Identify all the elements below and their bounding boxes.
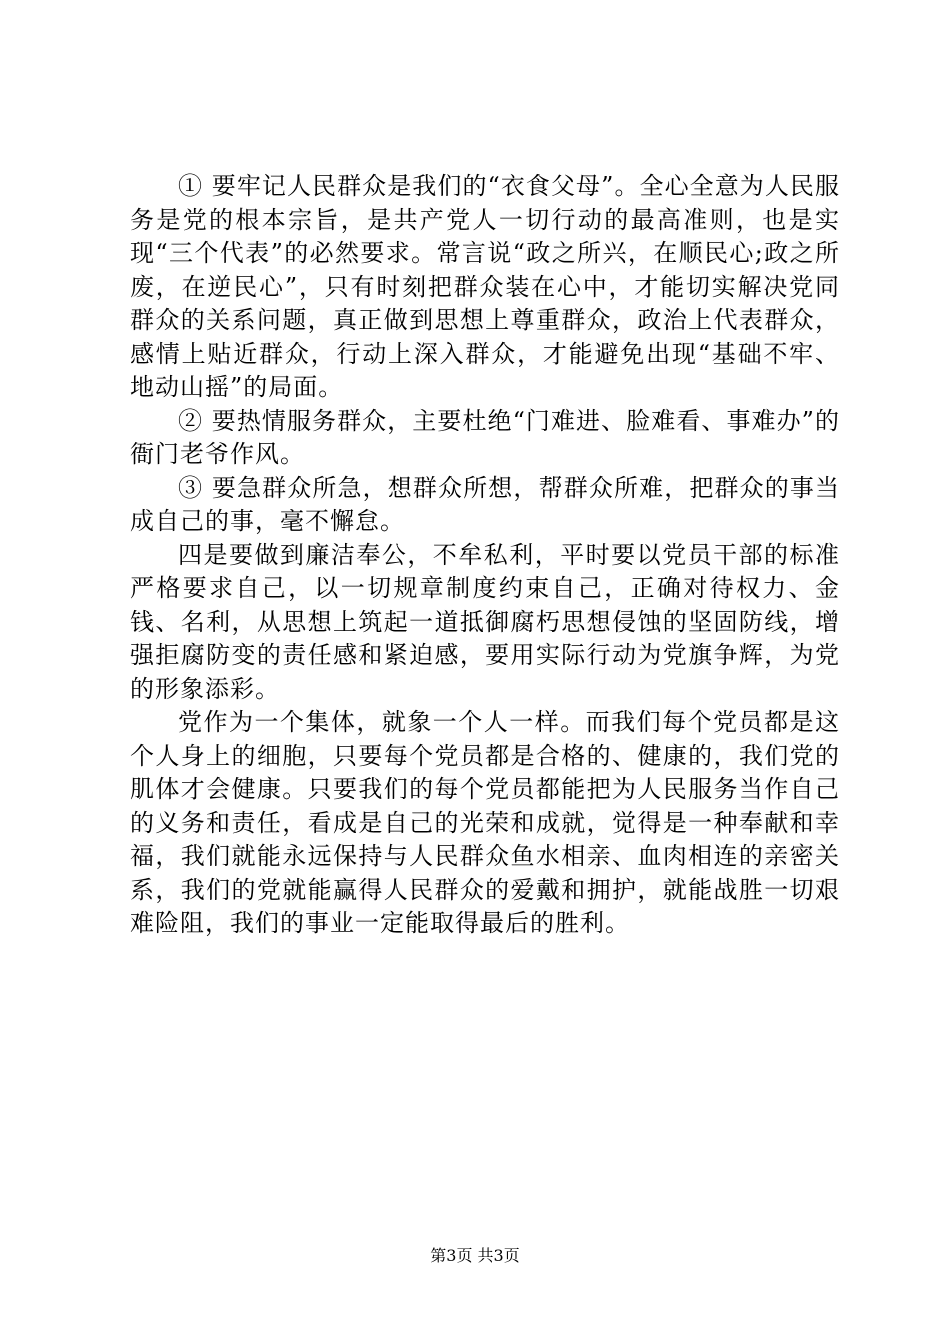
paragraph-item-2: ② 要热情服务群众，主要杜绝“门难进、脸难看、事难办”的衙门老爷作风。 — [130, 406, 840, 468]
paragraph-item-5: 党作为一个集体，就象一个人一样。而我们每个党员都是这个人身上的细胞，只要每个党员都是合格的、健康的，我们党的肌体才会健康。只要我们的每个党员都能把为人民服务当作自己的义务和责任，看成是自己的光荣和成就，觉得是一种奉献和幸福，我们就能永远保持与人民群众鱼水相亲、血肉相连的亲密关系，我们的党就能赢得人民群众的爱戴和拥护，就能战胜一切艰难险阻，我们的事业一定能取得最后的胜利。 — [130, 708, 840, 937]
paragraph-item-3: ③ 要急群众所急，想群众所想，帮群众所难，把群众的事当成自己的事，毫不懈怠。 — [130, 473, 840, 535]
page-number-footer: 第3页 共3页 — [430, 1246, 520, 1265]
paragraph-item-1: ① 要牢记人民群众是我们的“衣食父母”。全心全意为人民服务是党的根本宗旨，是共产党人一切行动的最高准则，也是实现“三个代表”的必然要求。常言说“政之所兴，在顺民心;政之所废，在逆民心”，只有时刻把群众装在心中，才能切实解决党同群众的关系问题，真正做到思想上尊重群众，政治上代表群众，感情上贴近群众，行动上深入群众，才能避免出现“基础不牢、地动山摇”的局面。 — [130, 172, 840, 401]
paragraph-item-4: 四是要做到廉洁奉公，不牟私利，平时要以党员干部的标准严格要求自己，以一切规章制度约束自己，正确对待权力、金钱、名利，从思想上筑起一道抵御腐朽思想侵蚀的坚固防线，增强拒腐防变的责任感和紧迫感，要用实际行动为党旗争辉，为党的形象添彩。 — [130, 540, 840, 703]
document-body — [130, 170, 840, 941]
